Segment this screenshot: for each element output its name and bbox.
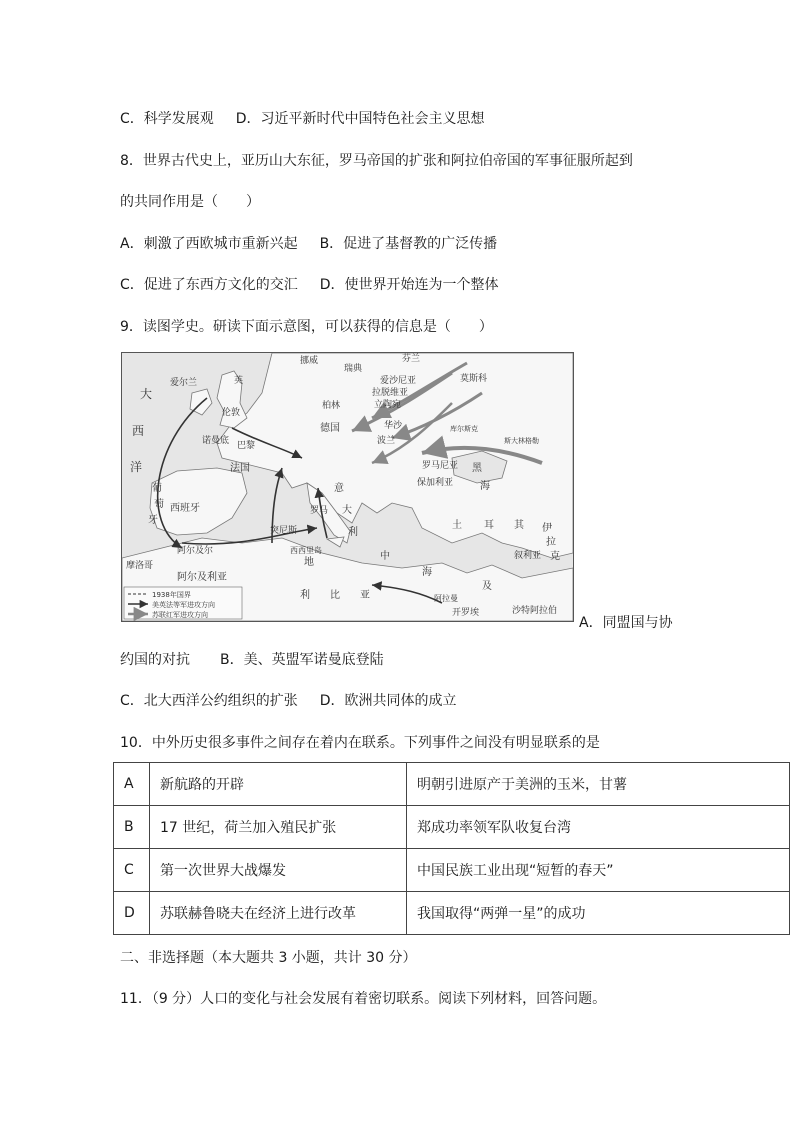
map-label: 阿拉曼 bbox=[434, 594, 458, 603]
row-right-event: 中国民族工业出现“短暂的春天” bbox=[407, 849, 790, 892]
q9-options-cd bbox=[120, 692, 457, 710]
map-label: 法国 bbox=[230, 463, 250, 474]
map-label: 柏林 bbox=[322, 401, 341, 411]
map-label: 罗马 bbox=[310, 506, 329, 516]
map-label: 芬兰 bbox=[402, 354, 421, 364]
map-label: 海 bbox=[480, 481, 490, 492]
map-label: 巴黎 bbox=[237, 441, 256, 451]
map-label: 叙利亚 bbox=[514, 551, 542, 561]
table-row bbox=[114, 763, 790, 806]
map-label: 阿尔及利亚 bbox=[177, 572, 227, 583]
q8-option-a: A．刺激了西欧城市重新兴起 bbox=[120, 236, 298, 252]
map-label: 罗马尼亚 bbox=[422, 461, 459, 471]
map-label: 中 bbox=[380, 551, 390, 562]
map-svg bbox=[122, 353, 573, 621]
table-row bbox=[114, 849, 790, 892]
map-label: 诺曼底 bbox=[202, 436, 230, 446]
map-label: 比 bbox=[330, 590, 340, 601]
map-label: 黑 bbox=[472, 463, 482, 474]
row-key: B bbox=[114, 806, 150, 849]
q9-option-a-part1: A．同盟国与协 bbox=[579, 615, 673, 631]
map-label: 华沙 bbox=[384, 421, 403, 431]
map-label: 克 bbox=[550, 551, 560, 562]
q9-option-c: C．北大西洋公约组织的扩张 bbox=[120, 693, 298, 709]
q10-stem: 10．中外历史很多事件之间存在着内在联系。下列事件之间没有明显联系的是 bbox=[120, 735, 600, 751]
map-label: 牙 bbox=[148, 515, 158, 526]
map-label: 爱沙尼亚 bbox=[380, 376, 417, 386]
q10-table bbox=[113, 762, 790, 935]
row-left-event: 苏联赫鲁晓夫在经济上进行改革 bbox=[150, 892, 407, 935]
row-key: C bbox=[114, 849, 150, 892]
map-label: 库尔斯克 bbox=[450, 425, 478, 433]
map-label: 利 bbox=[348, 527, 358, 538]
map-label: 突尼斯 bbox=[270, 526, 298, 536]
q8-options-ab bbox=[120, 235, 497, 253]
q9-option-b: B．美、英盟军诺曼底登陆 bbox=[220, 652, 384, 668]
q8-options-cd bbox=[120, 276, 499, 294]
map-label: 德国 bbox=[320, 423, 340, 434]
table-row bbox=[114, 806, 790, 849]
map-label: 爱尔兰 bbox=[170, 378, 198, 388]
q11-stem: 11．（9 分）人口的变化与社会发展有着密切联系。阅读下列材料，回答问题。 bbox=[120, 991, 607, 1007]
map-label: 沙特阿拉伯 bbox=[512, 606, 558, 616]
q8-option-d: D．使世界开始连为一个整体 bbox=[319, 277, 499, 293]
row-right-event: 我国取得“两弹一星”的成功 bbox=[407, 892, 790, 935]
map-label: 斯大林格勒 bbox=[504, 437, 539, 445]
map-label: 海 bbox=[422, 567, 432, 578]
map-label: 莫斯科 bbox=[460, 374, 488, 384]
map-label: 波兰 bbox=[377, 436, 396, 446]
map-label: 西班牙 bbox=[170, 503, 200, 514]
row-key: A bbox=[114, 763, 150, 806]
row-right-event: 明朝引进原产于美洲的玉米，甘薯 bbox=[407, 763, 790, 806]
map-label: 洋 bbox=[130, 460, 143, 474]
q9-option-a-part2: 约国的对抗 bbox=[120, 652, 190, 668]
q9-options-ab bbox=[120, 651, 384, 669]
q8-option-c: C．促进了东西方文化的交汇 bbox=[120, 277, 298, 293]
map-label: 伊 bbox=[542, 523, 552, 534]
map-label: 其 bbox=[514, 520, 524, 531]
legend-label: 苏联红军进攻方向 bbox=[152, 611, 208, 619]
legend-label: 1938年国界 bbox=[152, 591, 191, 599]
q8-stem-line1: 8．世界古代史上，亚历山大东征，罗马帝国的扩张和阿拉伯帝国的军事征服所起到 bbox=[120, 153, 633, 169]
map-label: 西 bbox=[132, 424, 145, 438]
map-label: 亚 bbox=[360, 590, 370, 601]
q8-option-b: B．促进了基督教的广泛传播 bbox=[319, 236, 498, 252]
map-label: 拉脱维亚 bbox=[372, 388, 409, 398]
row-left-event: 新航路的开辟 bbox=[150, 763, 407, 806]
map-label: 保加利亚 bbox=[417, 478, 454, 488]
row-key: D bbox=[114, 892, 150, 935]
map-label: 开罗 bbox=[452, 608, 471, 618]
map-label: 萄 bbox=[154, 499, 164, 510]
map-label: 利 bbox=[300, 590, 310, 601]
q7-option-d: D．习近平新时代中国特色社会主义思想 bbox=[235, 111, 485, 127]
map-label: 瑞典 bbox=[344, 364, 363, 374]
q7-options-cd bbox=[120, 110, 485, 128]
map-label: 阿尔及尔 bbox=[177, 546, 214, 556]
map-label: 土 bbox=[452, 520, 462, 531]
legend-label: 美英法等军进攻方向 bbox=[152, 601, 215, 609]
row-left-event: 第一次世界大战爆发 bbox=[150, 849, 407, 892]
section2-heading: 二、非选择题（本大题共 3 小题，共计 30 分） bbox=[120, 950, 417, 966]
map-label: 埃 bbox=[470, 608, 480, 618]
map-label: 拉 bbox=[546, 537, 556, 548]
q9-stem: 9．读图学史。研读下面示意图，可以获得的信息是（ ） bbox=[120, 319, 493, 335]
map-label: 摩洛哥 bbox=[126, 561, 154, 571]
map-label: 英 bbox=[234, 376, 244, 386]
ww2-europe-map bbox=[121, 352, 574, 622]
map-label: 大 bbox=[140, 387, 153, 401]
map-label: 大 bbox=[342, 505, 352, 516]
table-row bbox=[114, 892, 790, 935]
map-label: 意 bbox=[334, 483, 344, 494]
map-label: 葡 bbox=[152, 483, 162, 494]
row-left-event: 17 世纪，荷兰加入殖民扩张 bbox=[150, 806, 407, 849]
q9-option-d: D．欧洲共同体的成立 bbox=[319, 693, 457, 709]
q8-stem-line2: 的共同作用是（ ） bbox=[120, 194, 260, 210]
q7-option-c: C．科学发展观 bbox=[120, 111, 214, 127]
map-label: 耳 bbox=[484, 520, 494, 531]
map-label: 伦敦 bbox=[222, 408, 241, 418]
map-label: 立陶宛 bbox=[374, 400, 402, 410]
map-label: 西西里岛 bbox=[290, 546, 322, 555]
map-label: 及 bbox=[482, 581, 492, 592]
map-label: 地 bbox=[304, 557, 314, 568]
map-label: 挪威 bbox=[300, 356, 319, 366]
map-legend bbox=[124, 587, 242, 619]
row-right-event: 郑成功率领军队收复台湾 bbox=[407, 806, 790, 849]
